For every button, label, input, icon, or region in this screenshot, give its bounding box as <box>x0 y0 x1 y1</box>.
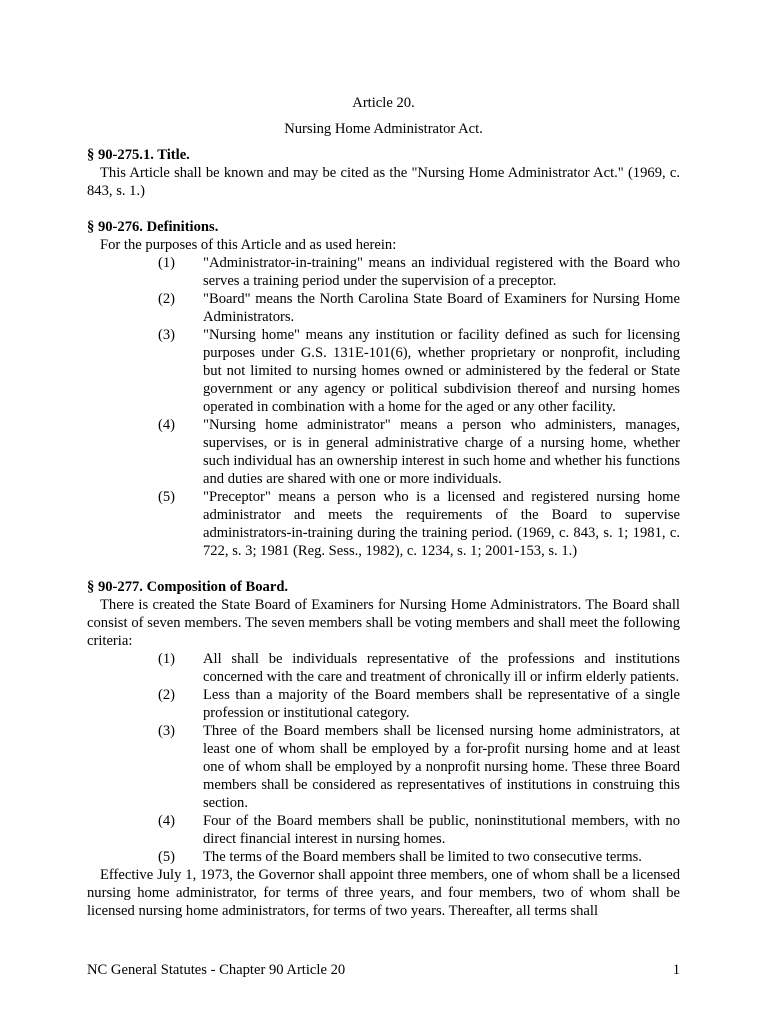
item-number: (4) <box>158 813 176 829</box>
section-heading: § 90-275.1. Title. <box>87 147 190 163</box>
section-intro: For the purposes of this Article and as used herein: <box>100 237 397 253</box>
list-item <box>87 722 680 812</box>
item-text: Four of the Board members shall be public, noninstitutional members, with no direct financial interest in nursing homes. <box>203 813 680 847</box>
item-text: "Preceptor" means a person who is a licensed and registered nursing home administrator and meets the requirements of the Board to supervise administrators-in-training during the training period. (1969, c. 843, s. 1; 1981, c. 722, s. 3; 1981 (Reg. Sess., 1982), c. 1234, s. 1; 2001-153, s. 1.) <box>203 489 680 559</box>
section-composition <box>87 578 680 920</box>
section-definitions <box>87 218 680 560</box>
item-text: The terms of the Board members shall be limited to two consecutive terms. <box>203 849 642 865</box>
list-item <box>87 812 680 848</box>
item-number: (2) <box>158 291 176 307</box>
definitions-list <box>87 254 680 560</box>
list-item <box>87 416 680 488</box>
item-text: All shall be individuals representative of the professions and institutions concerned with the care and treatment of chronically ill or infirm elderly patients. <box>203 651 680 685</box>
list-item <box>87 290 680 326</box>
item-text: "Administrator-in-training" means an individual registered with the Board who serves a training period under the supervision of a preceptor. <box>203 255 680 289</box>
list-item <box>87 848 680 866</box>
item-text: Three of the Board members shall be licensed nursing home administrators, at least one of whom shall be employed by a for-profit nursing home and at least one of whom shall be employed by a nonprofit nursing home. These three Board members shall be considered as representatives of institutions in construing this section. <box>203 723 680 811</box>
page-footer <box>87 961 680 979</box>
item-number: (5) <box>158 489 176 505</box>
item-number: (1) <box>158 651 176 667</box>
page-number: 1 <box>672 962 680 978</box>
section-heading: § 90-276. Definitions. <box>87 219 219 235</box>
list-item <box>87 326 680 416</box>
item-text: "Nursing home administrator" means a person who administers, manages, supervises, or is in general administrative charge of a nursing home, whether such individual has an ownership interest in such home and whether his functions and duties are shared with one or more individuals. <box>203 417 680 487</box>
footer-title: NC General Statutes - Chapter 90 Article 20 <box>87 962 346 978</box>
item-number: (2) <box>158 687 176 703</box>
item-text: Less than a majority of the Board members shall be representative of a single profession or institutional category. <box>203 687 680 721</box>
item-number: (1) <box>158 255 176 271</box>
section-heading: § 90-277. Composition of Board. <box>87 579 289 595</box>
item-number: (4) <box>158 417 176 433</box>
item-text: "Board" means the North Carolina State Board of Examiners for Nursing Home Administrators. <box>203 291 680 325</box>
list-item <box>87 488 680 560</box>
document-page <box>87 94 680 920</box>
section-intro: There is created the State Board of Examiners for Nursing Home Administrators. The Board shall consist of seven members. The seven members shall be voting members and shall meet the following criteria: <box>87 597 680 649</box>
list-item <box>87 686 680 722</box>
section-text: This Article shall be known and may be cited as the "Nursing Home Administrator Act." (1969, c. 843, s. 1.) <box>87 165 680 199</box>
article-title: Nursing Home Administrator Act. <box>284 121 483 137</box>
list-item <box>87 254 680 290</box>
section-outro: Effective July 1, 1973, the Governor shall appoint three members, one of whom shall be a licensed nursing home administrator, for terms of three years, and four members, two of whom shall be licensed nursing home administrators, for terms of two years. Thereafter, all terms shall <box>87 867 680 919</box>
section-title <box>87 146 680 200</box>
criteria-list <box>87 650 680 866</box>
item-number: (3) <box>158 723 176 739</box>
list-item <box>87 650 680 686</box>
item-number: (3) <box>158 327 176 343</box>
article-number: Article 20. <box>352 95 415 111</box>
item-number: (5) <box>158 849 176 865</box>
item-text: "Nursing home" means any institution or facility defined as such for licensing purposes under G.S. 131E-101(6), whether proprietary or nonprofit, including but not limited to nursing homes owned or administered by the federal or State government or any agency or political subdivision thereof and nursing homes operated in combination with a home for the aged or any other facility. <box>203 327 680 415</box>
